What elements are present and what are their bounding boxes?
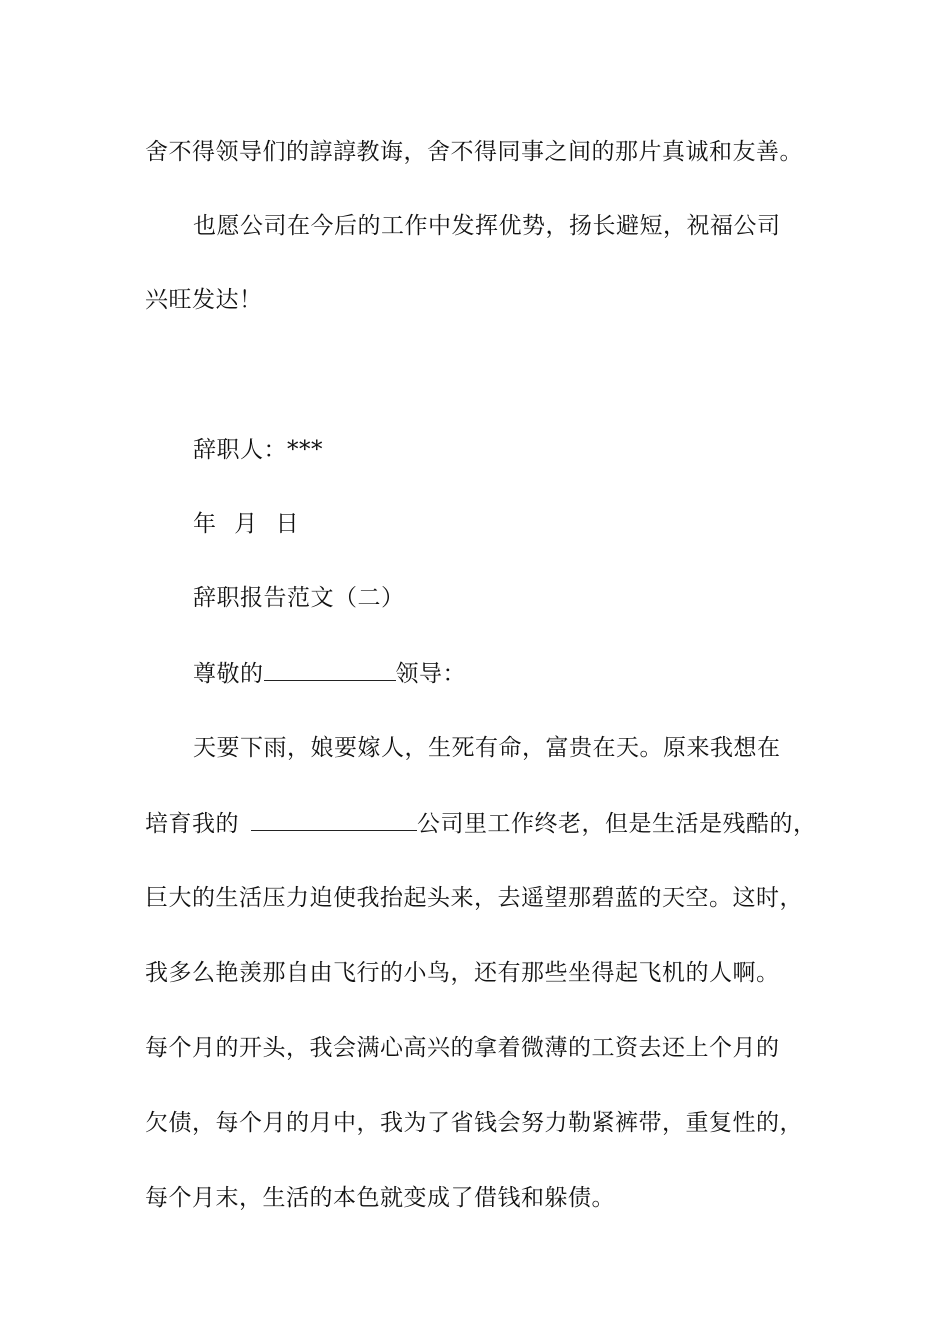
salutation-suffix: 领导： [395, 661, 466, 687]
company-suffix: 公司里工作终老，但是生活是残酷的， [417, 811, 817, 837]
paragraph-3-line-2 [145, 808, 817, 839]
paragraph-3-line-3: 巨大的生活压力迫使我抬起头来，去遥望那碧蓝的天空。这时， [145, 885, 803, 911]
paragraph-2-line-1: 也愿公司在今后的工作中发挥优势，扬长避短，祝福公司 [193, 213, 781, 239]
paragraph-1-line-1: 舍不得领导们的諄諄教诲，舍不得同事之间的那片真诚和友善。 [145, 139, 803, 165]
salutation-blank [264, 658, 396, 681]
salutation-prefix: 尊敬的 [193, 661, 264, 687]
paragraph-3-line-5: 每个月的开头，我会满心高兴的拿着微薄的工资去还上个月的 [145, 1035, 780, 1061]
paragraph-3-line-4: 我多么艳羡那自由飞行的小鸟，还有那些坐得起飞机的人啊。 [145, 960, 780, 986]
paragraph-3-line-6: 欠债，每个月的月中，我为了省钱会努力勒紧裤带，重复性的， [145, 1110, 803, 1136]
date-line: 年 月 日 [193, 511, 300, 537]
section-title: 辞职报告范文（二） [193, 585, 405, 611]
paragraph-3-line-1: 天要下雨，娘要嫁人，生死有命，富贵在天。原来我想在 [193, 735, 781, 761]
paragraph-3-line-7: 每个月末，生活的本色就变成了借钱和躲债。 [145, 1185, 615, 1211]
company-prefix: 培育我的 [145, 811, 239, 837]
company-blank [251, 808, 417, 831]
signature-line: 辞职人：*** [193, 437, 323, 463]
paragraph-2-line-2: 兴旺发达！ [145, 287, 263, 313]
salutation-line [193, 658, 466, 689]
